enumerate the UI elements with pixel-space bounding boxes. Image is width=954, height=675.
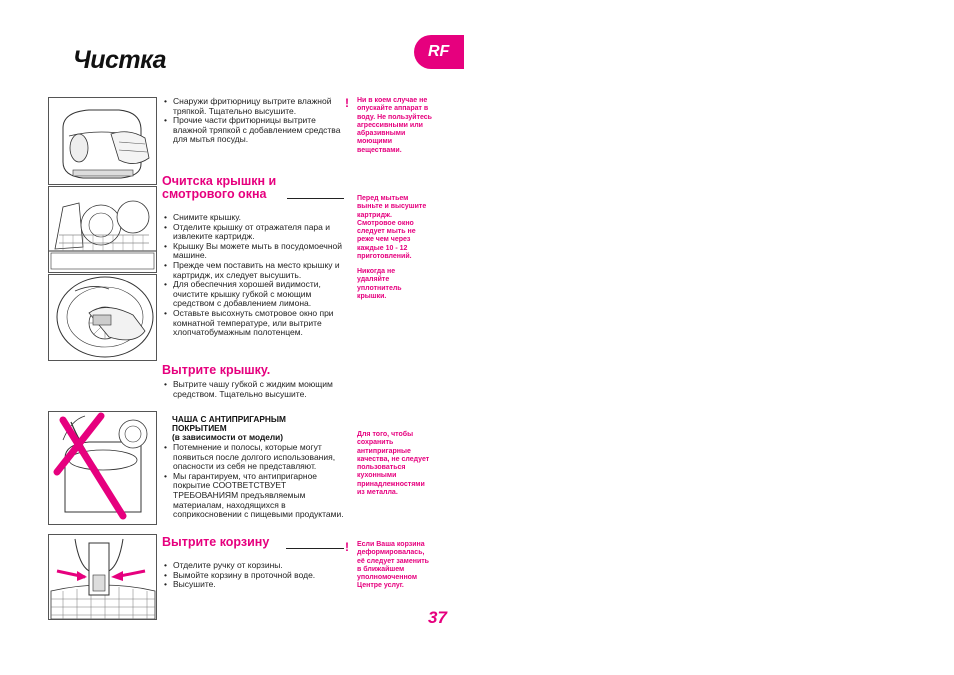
subheading-line: ЧАША С АНТИПРИГАРНЫМ	[172, 414, 286, 424]
list-item: • Оставьте высохнуть смотровое окно при комнатной температуре, или вытрите хлопчатобумажным полотенцем.	[163, 309, 347, 338]
subheading-line: (в зависимости от модели)	[172, 432, 284, 442]
list-item: • Вымойте корзину в проточной воде.	[163, 571, 347, 581]
illustration-bowl-no-metal	[48, 411, 157, 525]
note-deformed-basket: Если Ваша корзина деформировалась, её следует заменить в ближайшем уполномоченном Центре услуг.	[357, 541, 429, 590]
list-item: • Мы гарантируем, что антипригарное покрытие СООТВЕТСТВУЕТ ТРЕБОВАНИЯМ предъявляемым материалам, находящихся в соприкосновении с пищевыми продуктами.	[163, 472, 347, 520]
heading-rule	[287, 198, 344, 199]
page-title: Чистка	[73, 46, 166, 74]
list-item: • Снимите крышку.	[163, 213, 347, 223]
list-item: • Отделите крышку от отражателя пара и извлеките картридж.	[163, 223, 347, 242]
illustration-lid-cleaning	[48, 274, 157, 361]
note-no-immersion: Ни в коем случае не опускайте аппарат в воду. Не пользуйтесь агрессивными или абразивными моющими веществами.	[357, 97, 432, 154]
section4-bullets	[163, 561, 347, 590]
illustration-dishwasher	[48, 186, 157, 273]
list-item: • Потемнение и полосы, которые могут появиться после долгого использования, опасности из себя не представляют.	[163, 443, 347, 472]
warning-icon: !	[345, 540, 349, 554]
note-seal: Никогда не удаляйте уплотнитель крышки.	[357, 268, 402, 300]
heading-lid-window	[162, 175, 276, 201]
subheading-nonstick-bowl	[172, 415, 347, 442]
list-item: • Снаружи фритюрницу вытрите влажной тряпкой. Тщательно высушите.	[163, 97, 347, 116]
heading-line: смотрового окна	[162, 187, 267, 201]
language-tab-label: RF	[428, 43, 450, 60]
heading-line: Очитска крышкн и	[162, 174, 277, 188]
heading-wipe-basket: Вытрите корзину	[162, 535, 270, 549]
page-number: 37	[428, 608, 447, 627]
list-item: • Отделите ручку от корзины.	[163, 561, 347, 571]
list-item: • Прежде чем поставить на место крышку и картридж, их следует высушить.	[163, 261, 347, 280]
list-item: • Вытрите чашу губкой с жидким моющим средством. Тщательно высушите.	[163, 380, 347, 399]
language-tab	[414, 35, 464, 69]
section1-bullets	[163, 97, 347, 145]
section3-bullets	[163, 380, 347, 399]
section2-bullets	[163, 213, 347, 338]
list-item: • Крышку Вы можете мыть в посудомоечной машине.	[163, 242, 347, 261]
warning-icon: !	[345, 96, 349, 110]
subheading-line: ПОКРЫТИЕМ	[172, 423, 227, 433]
list-item: • Прочие части фритюрницы вытрите влажной тряпкой с добавлением средства для мытья посуды.	[163, 116, 347, 145]
illustration-basket-handle	[48, 534, 157, 620]
list-item: • Высушите.	[163, 580, 347, 590]
note-no-metal-utensils: Для того, чтобы сохранить антипригарные качества, не следует пользоваться кухонными принадлежностями из металла.	[357, 431, 430, 497]
heading-wipe-lid: Вытрите крышку.	[162, 363, 271, 377]
note-cartridge: Перед мытьем выньте и высушите картридж. Смотровое окно следует мыть не реже чем через каждые 10 - 12 приготовлений.	[357, 195, 427, 261]
list-item: • Для обеспечния хорошей видимости, очистите крышку губкой с моющим средством с добавлением лимона.	[163, 280, 347, 309]
illustration-fryer-wipe	[48, 97, 157, 185]
section3-bullets-2	[163, 443, 347, 520]
heading-rule	[286, 548, 344, 549]
